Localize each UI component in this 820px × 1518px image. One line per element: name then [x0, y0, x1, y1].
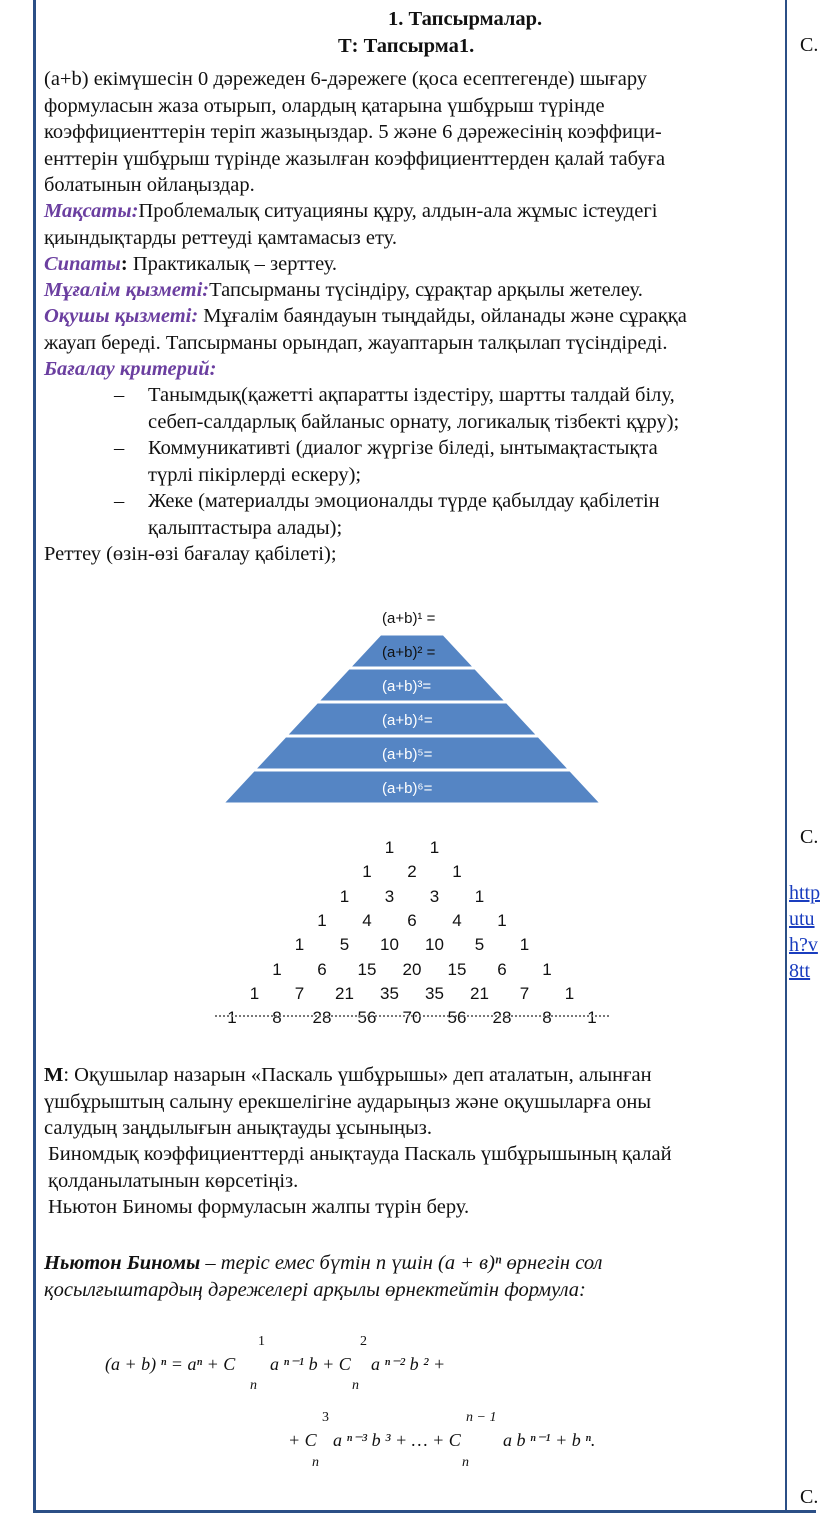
- pascal-number: 8: [542, 1008, 552, 1028]
- pascal-row: [215, 911, 609, 935]
- resource-link[interactable]: [789, 880, 820, 984]
- pyramid-label: (a+b)¹ =: [382, 610, 436, 627]
- m-label: М: [44, 1064, 64, 1086]
- pascal-number: 28: [312, 1008, 332, 1028]
- pascal-number: 7: [294, 983, 305, 1003]
- formula-lhs: (a + b) ⁿ = aⁿ + C: [105, 1354, 236, 1374]
- pascal-number: 6: [497, 959, 507, 979]
- student-text: жауап береді. Тапсырманы орындап, жауаптарын талқылап түсіндіреді.: [44, 331, 668, 354]
- formula-sup: 2: [360, 1334, 367, 1349]
- table-column-divider: [785, 0, 787, 1512]
- m-text: : Оқушылар назарын «Паскаль үшбұрышы» деп аталатын, алынған: [63, 1064, 652, 1086]
- nature-colon: :: [120, 253, 128, 275]
- task-line: енттерін үшбұрыш түрінде жазылған коэффициенттерден қалай табуға: [44, 147, 666, 170]
- goal-text: Проблемалық ситуацияны құру, алдын-ала жұмыс істеудегі: [138, 200, 658, 222]
- pascal-number: 56: [447, 1008, 467, 1028]
- formula-sup: 1: [258, 1334, 265, 1349]
- pascal-row: [215, 935, 609, 959]
- pascal-number: 20: [402, 959, 422, 979]
- pascal-number: 3: [429, 886, 440, 906]
- formula-sup: 3: [322, 1410, 329, 1425]
- criteria-item: [114, 435, 784, 488]
- pascal-number: 5: [339, 935, 350, 955]
- formula-term: a ⁿ⁻² b ² +: [371, 1354, 446, 1374]
- pascal-number: 1: [272, 959, 282, 979]
- student-block: [44, 303, 784, 356]
- task-line: болатынын ойлаңыздар.: [44, 174, 255, 196]
- criteria-line: Коммуникативті (диалог жүргізе біледі, ынтымақтастықта: [148, 437, 658, 459]
- formula-term: + C: [288, 1430, 317, 1450]
- pascal-number: 35: [425, 983, 444, 1003]
- pascal-number: 4: [452, 910, 462, 930]
- binom-text: Биномдық коэффициенттерді анықтауда Паскаль үшбұрышының қалай: [48, 1143, 672, 1165]
- task-line: коэффициенттерін теріп жазыңыздар. 5 және 6 дәрежесінің коэффици-: [44, 121, 662, 143]
- pascal-number: 21: [335, 983, 354, 1003]
- pascal-number: 3: [384, 886, 395, 906]
- pascal-triangle: [215, 838, 609, 1030]
- pascal-row: [215, 984, 609, 1008]
- criteria-item: [114, 382, 784, 435]
- m-text: үшбұрыштың салыну ерекшелігіне аударыңыз және оқушыларға оны: [44, 1090, 652, 1113]
- pyramid-label: (a+b)⁶=: [382, 780, 433, 797]
- pascal-number: 1: [519, 935, 530, 955]
- pascal-number: 1: [429, 838, 440, 857]
- side-label: С.: [800, 34, 819, 56]
- student-text: Мұғалім баяндауын тыңдайды, ойланады және сұраққа: [198, 305, 687, 327]
- pascal-number: 7: [519, 983, 530, 1003]
- pyramid-label: (a+b)³=: [382, 678, 432, 695]
- pascal-row: [215, 1008, 609, 1032]
- pascal-number: 1: [497, 910, 507, 930]
- link-text[interactable]: 8tt: [789, 960, 811, 982]
- newton-definition: [44, 1250, 784, 1303]
- pascal-number: 1: [564, 983, 575, 1003]
- pascal-number: 1: [339, 886, 350, 906]
- goal-text: қиындықтарды реттеуді қамтамасыз ету.: [44, 226, 397, 249]
- pascal-number: 70: [402, 1008, 422, 1028]
- m-text: салудың заңдылығын анықтауды ұсыныңыз.: [44, 1117, 432, 1139]
- pascal-number: 1: [474, 886, 485, 906]
- criteria-line: түрлі пікірлерді ескеру);: [148, 463, 362, 486]
- dash-bullet: –: [114, 384, 125, 406]
- pascal-row: [215, 862, 609, 886]
- m-block: [44, 1062, 784, 1142]
- pascal-number: 8: [272, 1008, 282, 1028]
- binomial-pyramid: [222, 600, 602, 806]
- criteria-item: [114, 488, 784, 541]
- criteria-line: Танымдық(қажетті ақпаратты іздестіру, шартты талдай білу,: [148, 384, 675, 406]
- binom-block: [48, 1141, 788, 1221]
- pyramid-label: (a+b)⁵=: [382, 746, 433, 763]
- formula-sub: n: [250, 1378, 257, 1393]
- newton-text: қосылғыштардың дәрежелері арқылы өрнектейтін формула:: [44, 1278, 586, 1301]
- dotted-separator: [215, 1015, 609, 1017]
- nature-label: Сипаты: [44, 253, 121, 275]
- teacher-text: Тапсырманы түсіндіру, сұрақтар арқылы жетелеу.: [209, 279, 643, 301]
- formula-sup: n − 1: [466, 1410, 497, 1425]
- pascal-row: [215, 960, 609, 984]
- pascal-number: 6: [317, 959, 327, 979]
- pascal-number: 5: [474, 935, 485, 955]
- binom-text: Ньютон Биномы формуласын жалпы түрін беру.: [48, 1196, 470, 1218]
- task-description: [44, 66, 784, 199]
- pascal-number: 10: [425, 935, 444, 955]
- task-title: Т: Тапсырма1.: [338, 35, 475, 57]
- criteria-label: Бағалау критерий:: [44, 358, 217, 380]
- student-label: Оқушы қызметі:: [44, 305, 199, 327]
- newton-label: Ньютон Биномы: [44, 1252, 201, 1274]
- pyramid-label: (a+b)⁴=: [382, 712, 433, 729]
- side-label: С.: [800, 826, 819, 848]
- pascal-number: 4: [362, 910, 372, 930]
- link-text[interactable]: h?v: [789, 934, 818, 956]
- criteria-line: қалыптастыра алады);: [148, 516, 343, 539]
- table-left-border: [33, 0, 36, 1512]
- pascal-row: [215, 838, 609, 862]
- teacher-block: [44, 277, 784, 304]
- task-line: (a+b) екімүшесін 0 дәрежеден 6-дәрежеге (қоса есептегенде) шығару: [44, 68, 648, 90]
- pascal-number: 1: [587, 1008, 597, 1028]
- nature-block: [44, 251, 784, 278]
- pascal-number: 10: [380, 935, 399, 955]
- dash-bullet: –: [114, 490, 125, 512]
- pascal-number: 1: [294, 935, 305, 955]
- task-line: формуласын жаза отырып, олардың қатарына үшбұрыш түрінде: [44, 94, 605, 117]
- formula-sub: n: [352, 1378, 359, 1393]
- pascal-number: 6: [407, 910, 417, 930]
- side-label: С.: [800, 1486, 819, 1508]
- pascal-number: 1: [227, 1008, 237, 1028]
- teacher-label: Мұғалім қызметі:: [44, 279, 210, 301]
- formula-term: a b ⁿ⁻¹ + b ⁿ.: [503, 1430, 596, 1450]
- section-heading: 1. Тапсырмалар.: [388, 8, 543, 30]
- regulation-text: Реттеу (өзін-өзі бағалау қабілеті);: [44, 543, 337, 565]
- pascal-number: 1: [317, 910, 327, 930]
- newton-text: – теріс емес бүтін n үшін (a + в)ⁿ өрнегін сол: [200, 1252, 603, 1274]
- pascal-number: 1: [542, 959, 552, 979]
- pascal-number: 15: [447, 959, 467, 979]
- criteria-line: себеп-салдарлық байланыс орнату, логикалық тізбекті құру);: [148, 410, 680, 433]
- pascal-number: 56: [357, 1008, 377, 1028]
- pascal-number: 1: [384, 838, 395, 857]
- binom-text: қолданылатынын көрсетіңіз.: [48, 1169, 299, 1192]
- goal-block: [44, 198, 784, 251]
- link-text[interactable]: utu: [789, 908, 815, 930]
- dash-bullet: –: [114, 437, 125, 459]
- criteria-line: Жеке (материалды эмоционалды түрде қабылдау қабілетін: [148, 490, 660, 512]
- pascal-number: 1: [452, 862, 462, 882]
- pascal-number: 2: [407, 862, 417, 882]
- pascal-number: 15: [357, 959, 377, 979]
- pascal-number: 28: [492, 1008, 512, 1028]
- link-text[interactable]: http: [789, 882, 820, 904]
- formula-sub: n: [312, 1455, 319, 1470]
- pascal-number: 1: [362, 862, 372, 882]
- formula-sub: n: [462, 1455, 469, 1470]
- criteria-list: [114, 382, 784, 541]
- pascal-number: 1: [249, 983, 260, 1003]
- pascal-number: 21: [470, 983, 489, 1003]
- formula-term: a ⁿ⁻³ b ³ + … + C: [333, 1430, 461, 1450]
- formula-term: a ⁿ⁻¹ b + C: [270, 1354, 351, 1374]
- pascal-row: [215, 887, 609, 911]
- nature-text: Практикалық – зерттеу.: [127, 253, 338, 275]
- table-bottom-border: [33, 1510, 816, 1513]
- goal-label: Мақсаты:: [44, 200, 139, 222]
- pascal-number: 35: [380, 983, 399, 1003]
- pyramid-label: (a+b)² =: [382, 644, 436, 661]
